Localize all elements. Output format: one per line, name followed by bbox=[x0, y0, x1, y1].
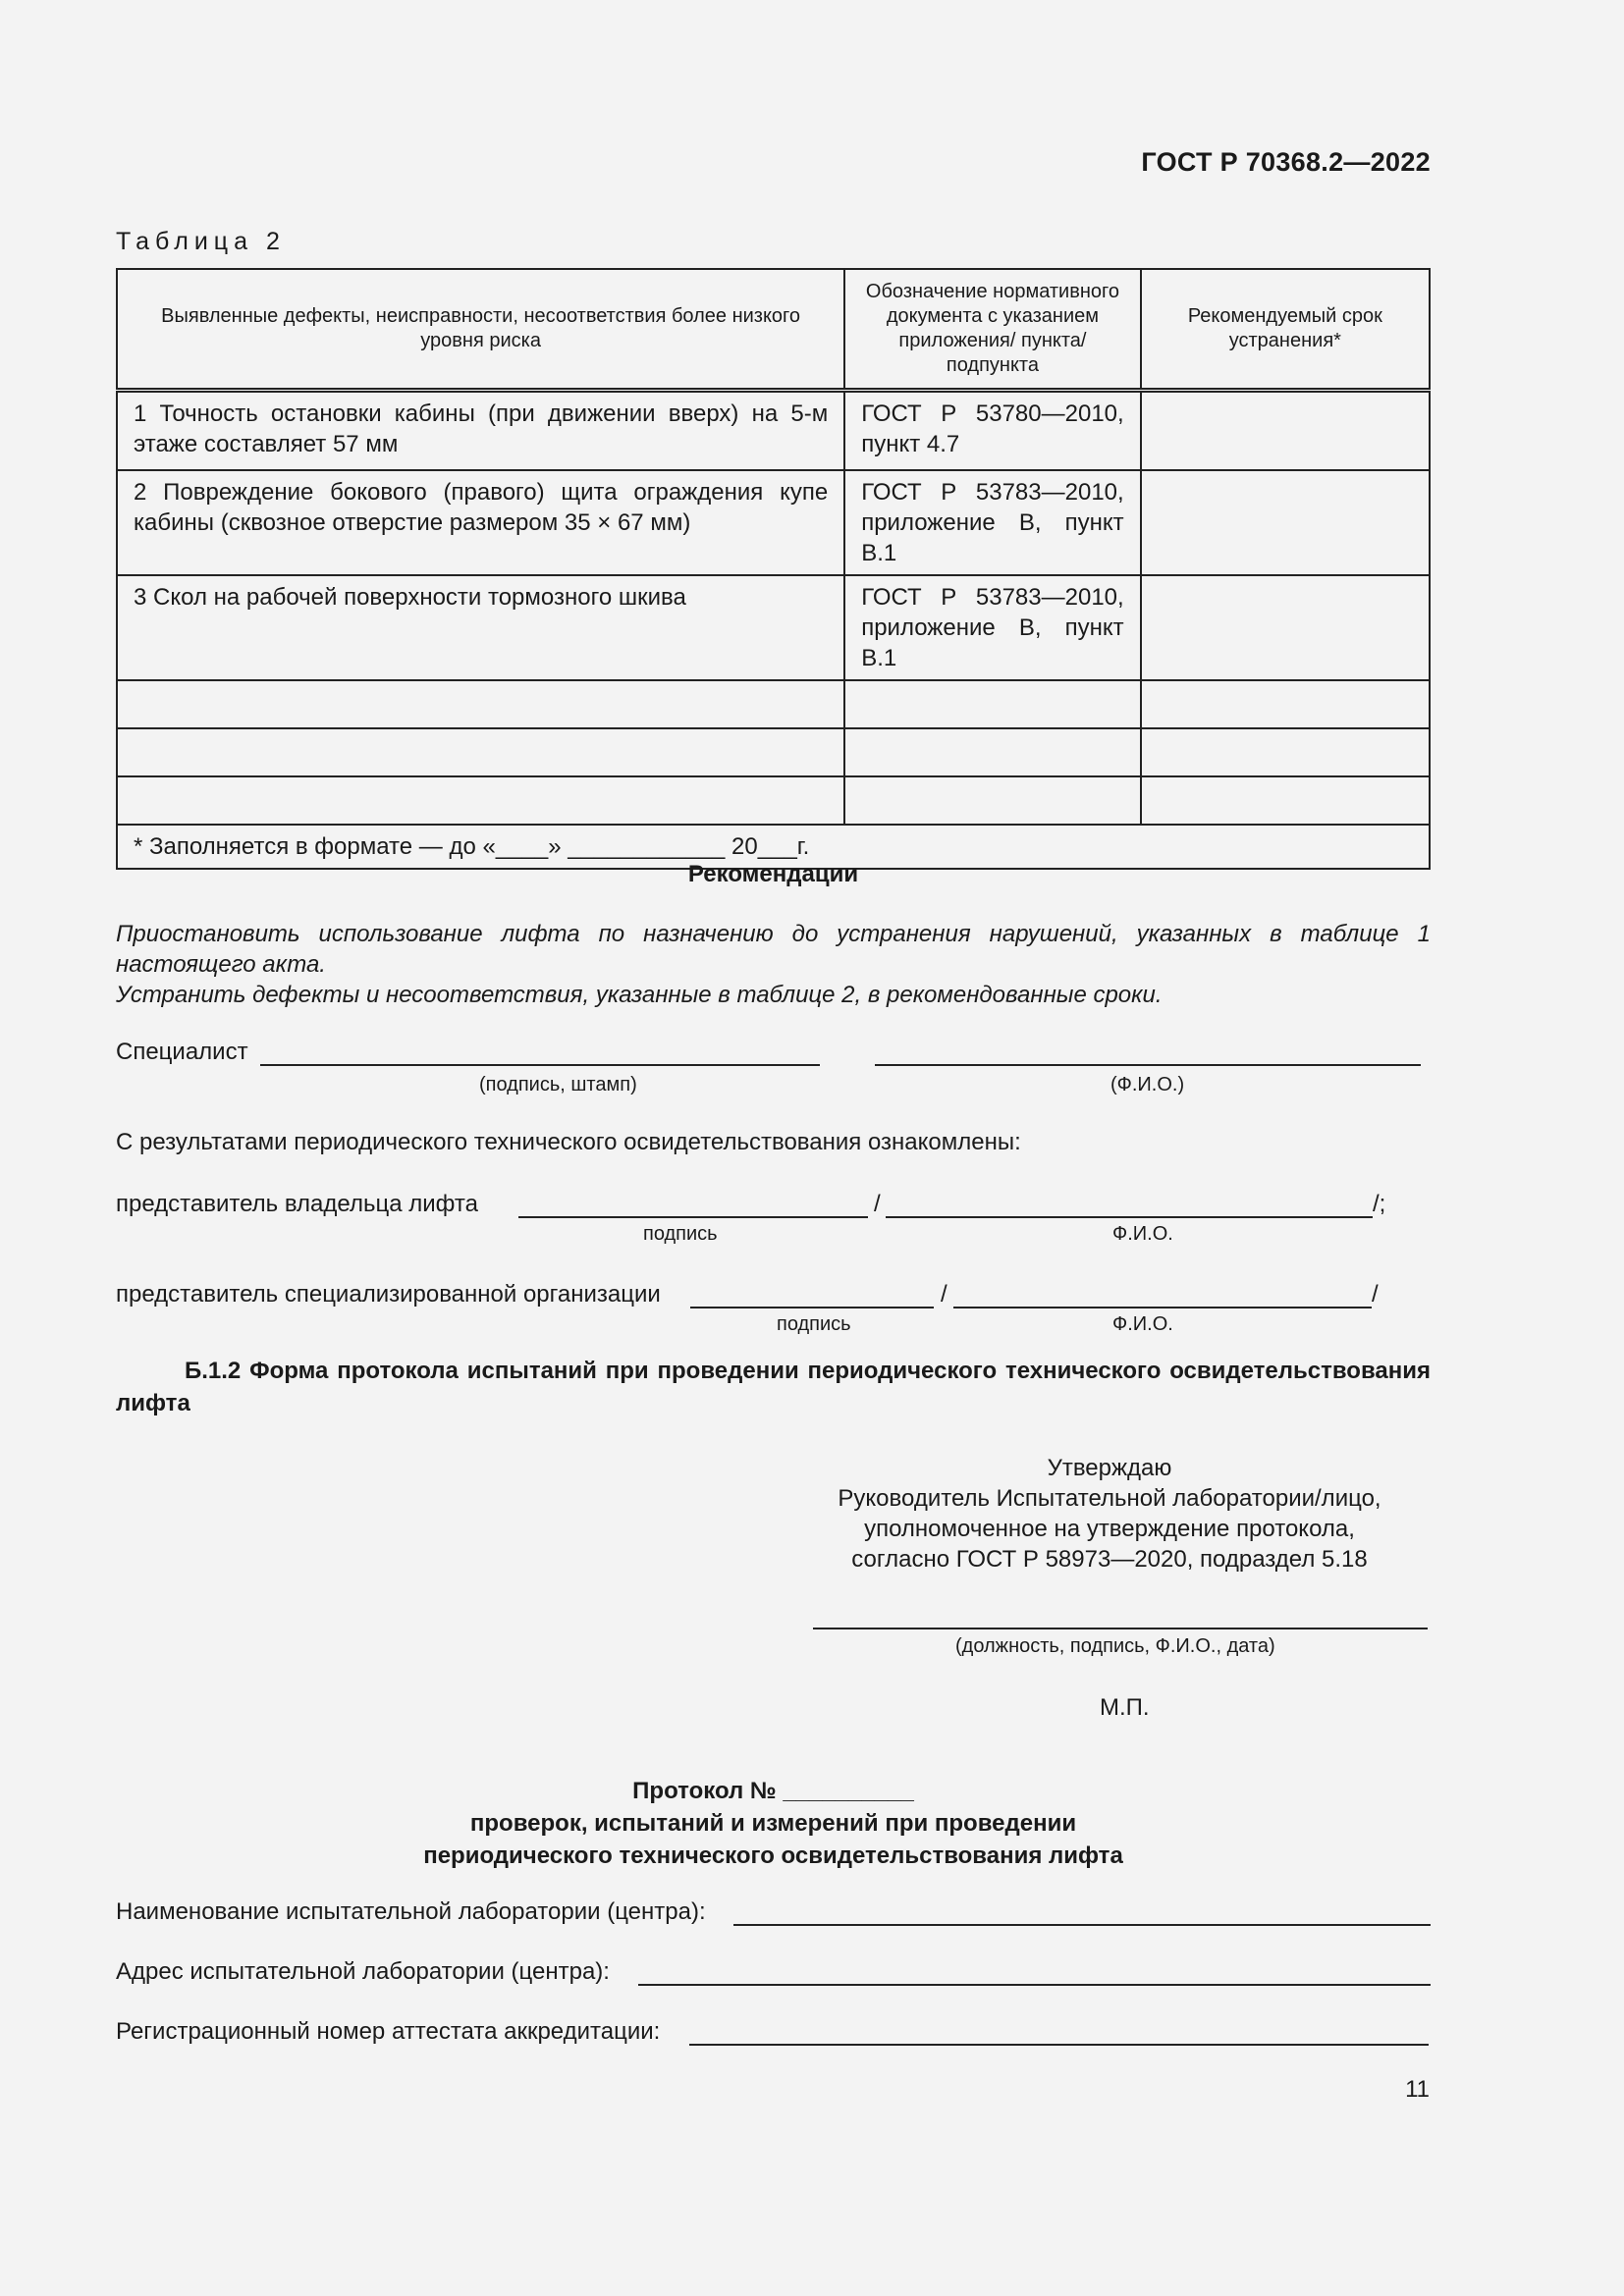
org-slash: / bbox=[941, 1281, 947, 1308]
empty-cell bbox=[844, 776, 1140, 825]
recommendations-title: Рекомендации bbox=[687, 861, 859, 887]
approval-line-3: уполномоченное на утверждение протокола, bbox=[864, 1516, 1355, 1542]
empty-cell bbox=[844, 728, 1140, 776]
recommendation-line-1: Приостановить использование лифта по назначению до устранения нарушений, указанных в таблице 1 настоящего акта. bbox=[116, 921, 1431, 978]
acquainted-text: С результатами периодического технического освидетельствования ознакомлены: bbox=[116, 1129, 1021, 1155]
table-row-empty bbox=[117, 776, 1430, 825]
table-row bbox=[117, 470, 1430, 575]
defect-cell: 1 Точность остановки кабины (при движении вверх) на 5-м этаже составляет 57 мм bbox=[117, 391, 844, 471]
table-row-empty bbox=[117, 680, 1430, 728]
table-row-empty bbox=[117, 728, 1430, 776]
org-end: / bbox=[1372, 1281, 1379, 1308]
accreditation-line bbox=[689, 2044, 1429, 2046]
header-normative-doc: Обозначение нормативного документа с указанием приложения/ пункта/подпункта bbox=[844, 269, 1140, 391]
defect-cell: 2 Повреждение бокового (правого) щита ограждения купе кабины (сквозное отверстие размером 35 × 67 мм) bbox=[117, 470, 844, 575]
specialist-signature-line bbox=[260, 1064, 820, 1066]
term-cell bbox=[1141, 391, 1430, 471]
owner-sign-hint: подпись bbox=[643, 1223, 718, 1245]
table-row bbox=[117, 575, 1430, 680]
stamp-place: М.П. bbox=[1100, 1694, 1150, 1721]
approval-block bbox=[805, 1453, 1414, 1575]
owner-name-line bbox=[886, 1216, 1373, 1218]
table-footnote: * Заполняется в формате — до «____» ____________ 20___г. bbox=[117, 825, 1430, 869]
header-term: Рекомендуемый срок устранения* bbox=[1141, 269, 1430, 391]
defects-table bbox=[116, 268, 1431, 870]
recommendation-line-2: Устранить дефекты и несоответствия, указанные в таблице 2, в рекомендованные сроки. bbox=[116, 982, 1163, 1008]
approval-line-1: Утверждаю bbox=[1047, 1455, 1172, 1481]
approval-line-4: согласно ГОСТ Р 58973—2020, подраздел 5.18 bbox=[851, 1546, 1368, 1573]
table-caption: Таблица 2 bbox=[116, 228, 286, 255]
owner-end: /; bbox=[1373, 1191, 1386, 1217]
term-cell bbox=[1141, 575, 1430, 680]
page-number: 11 bbox=[1405, 2076, 1430, 2103]
empty-cell bbox=[117, 728, 844, 776]
protocol-subtitle-1: проверок, испытаний и измерений при проведении bbox=[469, 1810, 1077, 1837]
specialist-sign-hint: (подпись, штамп) bbox=[479, 1074, 637, 1095]
doc-cell: ГОСТ Р 53780—2010, пункт 4.7 bbox=[844, 391, 1140, 471]
table-row bbox=[117, 391, 1430, 471]
protocol-subtitle-2: периодического технического освидетельствования лифта bbox=[423, 1842, 1123, 1869]
accreditation-label: Регистрационный номер аттестата аккредитации: bbox=[116, 2018, 661, 2045]
specialist-name-line bbox=[875, 1064, 1421, 1066]
empty-cell bbox=[1141, 728, 1430, 776]
protocol-title-block bbox=[116, 1775, 1431, 1872]
section-b12-heading: Б.1.2 Форма протокола испытаний при проведении периодического технического освидетельствования лифта bbox=[116, 1358, 1431, 1416]
empty-cell bbox=[844, 680, 1140, 728]
org-signature-line bbox=[690, 1307, 934, 1308]
owner-rep-label: представитель владельца лифта bbox=[116, 1191, 478, 1217]
approval-hint: (должность, подпись, Ф.И.О., дата) bbox=[955, 1635, 1275, 1657]
empty-cell bbox=[117, 680, 844, 728]
org-sign-hint: подпись bbox=[777, 1313, 851, 1335]
approval-line-2: Руководитель Испытательной лаборатории/лицо, bbox=[838, 1485, 1381, 1512]
owner-signature-line bbox=[518, 1216, 868, 1218]
term-cell bbox=[1141, 470, 1430, 575]
empty-cell bbox=[1141, 680, 1430, 728]
approval-signature-line bbox=[813, 1628, 1428, 1629]
lab-name-label: Наименование испытательной лаборатории (центра): bbox=[116, 1898, 706, 1925]
lab-address-label: Адрес испытательной лаборатории (центра): bbox=[116, 1958, 610, 1985]
header-defects: Выявленные дефекты, неисправности, несоответствия более низкого уровня риска bbox=[117, 269, 844, 391]
org-name-line bbox=[953, 1307, 1372, 1308]
doc-cell: ГОСТ Р 53783—2010, приложение В, пункт В.1 bbox=[844, 575, 1140, 680]
document-code: ГОСТ Р 70368.2—2022 bbox=[1141, 147, 1431, 177]
org-name-hint: Ф.И.О. bbox=[1112, 1313, 1173, 1335]
owner-name-hint: Ф.И.О. bbox=[1112, 1223, 1173, 1245]
protocol-title: Протокол № __________ bbox=[632, 1778, 914, 1804]
lab-address-line bbox=[638, 1984, 1431, 1986]
lab-name-line bbox=[733, 1924, 1431, 1926]
specialist-name-hint: (Ф.И.О.) bbox=[1110, 1074, 1185, 1095]
specialist-label: Специалист bbox=[116, 1039, 248, 1065]
table-header-row bbox=[117, 269, 1430, 391]
doc-cell: ГОСТ Р 53783—2010, приложение В, пункт В.1 bbox=[844, 470, 1140, 575]
org-rep-label: представитель специализированной организации bbox=[116, 1281, 661, 1308]
empty-cell bbox=[117, 776, 844, 825]
empty-cell bbox=[1141, 776, 1430, 825]
defect-cell: 3 Скол на рабочей поверхности тормозного шкива bbox=[117, 575, 844, 680]
owner-slash: / bbox=[874, 1191, 881, 1217]
